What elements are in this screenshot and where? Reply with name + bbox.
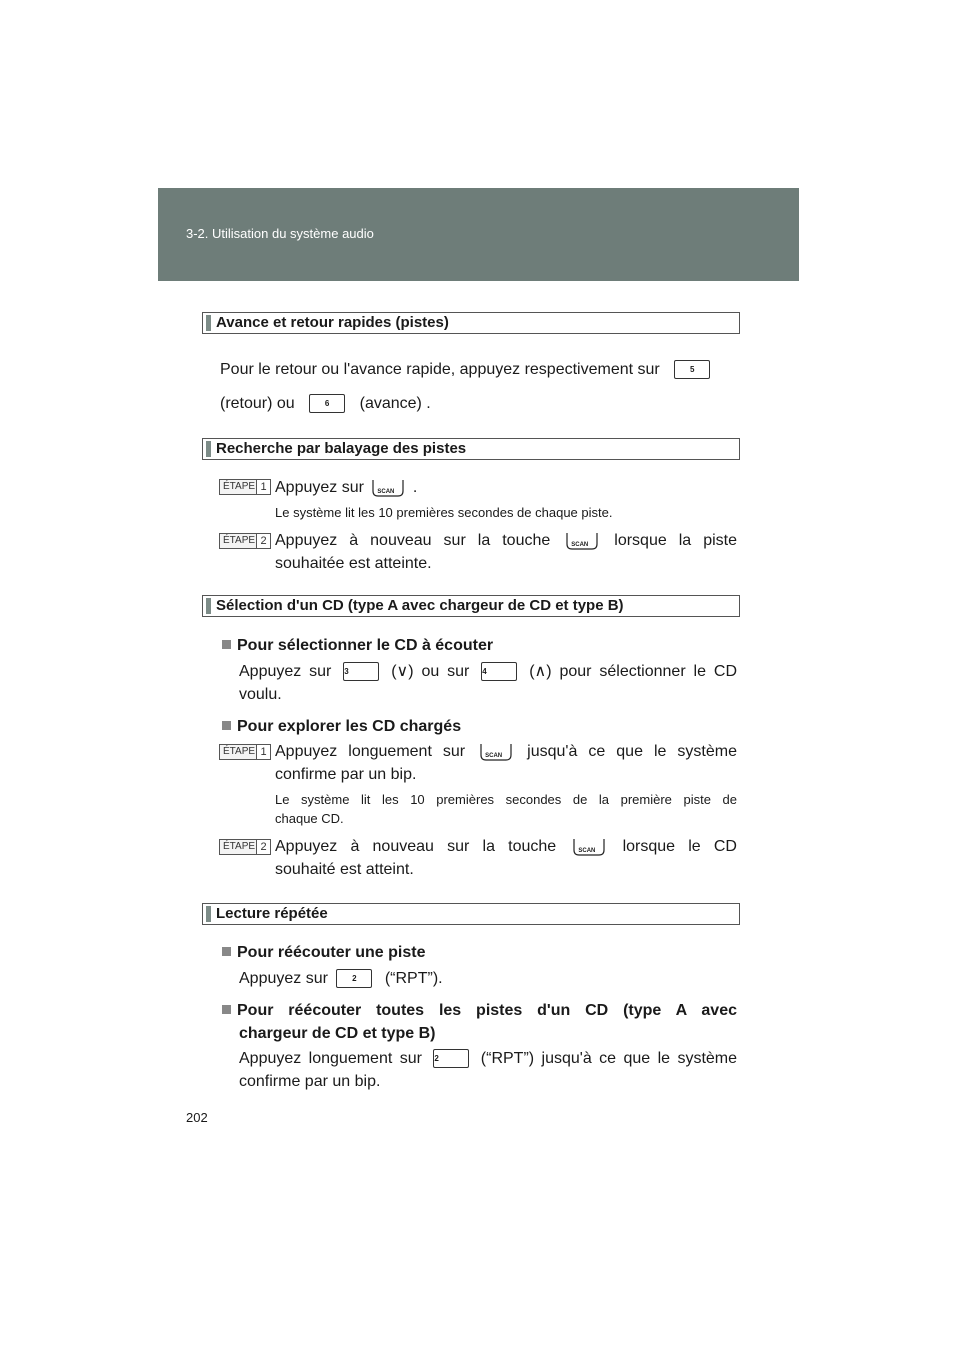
text: Pour explorer les CD chargés [237,718,462,735]
step-label: ÉTAPE [223,841,256,852]
step-text: souhaité est atteint. [275,861,414,878]
note: Le système lit les 10 premières secondes de chaque piste. [275,505,613,520]
scan-label: SCAN [578,847,596,854]
text: Appuyez longuement sur [275,743,466,760]
section-title-fast-forward: Avance et retour rapides (pistes) [202,312,740,334]
text: Pour réécouter toutes les pistes d'un CD (type A avec [237,1002,737,1019]
paragraph: confirme par un bip. [239,1073,381,1090]
text: Appuyez sur [239,663,332,680]
text: Appuyez à nouveau sur la touche [275,838,557,855]
step-badge [219,533,271,549]
bullet-square-icon [222,721,231,730]
text: Appuyez sur [275,479,364,496]
scan-label: SCAN [571,541,589,548]
paragraph [239,967,443,990]
note: chaque CD. [275,811,344,826]
bullet-square-icon [222,1005,231,1014]
section-title-repeat: Lecture répétée [202,903,740,925]
scan-button-icon [573,838,605,856]
subheading [222,634,493,657]
section-title-cd-select: Sélection d'un CD (type A avec chargeur de CD et type B) [202,595,740,617]
text: (∨) ou sur [391,663,470,680]
step-number: 2 [256,534,270,548]
scan-button-icon [372,479,404,497]
note: Le système lit les 10 premières secondes de la première piste de [275,792,737,807]
step-text [275,740,737,763]
text: jusqu'à ce que le système [527,743,737,760]
step-badge [219,839,271,855]
page-number: 202 [186,1110,208,1125]
paragraph [220,358,740,381]
scan-button-icon [566,532,598,550]
scan-label: SCAN [377,488,395,495]
button-4-icon: 4 [481,662,517,681]
button-3-icon: 3 [343,662,379,681]
step-text: souhaitée est atteinte. [275,555,432,572]
bullet-square-icon [222,947,231,956]
subheading: chargeur de CD et type B) [239,1025,436,1042]
button-2-icon: 2 [336,969,372,988]
section-title-scan: Recherche par balayage des pistes [202,438,740,460]
step-text: confirme par un bip. [275,766,417,783]
step-badge [219,744,271,760]
text: (∧) pour sélectionner le CD [529,663,738,680]
text: Pour le retour ou l'avance rapide, appuyez respectivement sur [220,361,660,378]
text: (avance) . [359,395,431,412]
step-label: ÉTAPE [223,535,256,546]
text: Appuyez à nouveau sur la touche [275,532,551,549]
paragraph [239,1047,737,1070]
scan-label: SCAN [485,752,503,759]
subheading [222,999,737,1022]
step-label: ÉTAPE [223,746,256,757]
step-label: ÉTAPE [223,481,256,492]
step-number: 1 [256,480,270,494]
text: Pour réécouter une piste [237,944,426,961]
button-2-icon: 2 [433,1049,469,1068]
subheading [222,941,426,964]
text: lorsque le CD [622,838,737,855]
text: lorsque la piste [614,532,737,549]
paragraph [239,660,737,683]
scan-button-icon [480,743,512,761]
paragraph: voulu. [239,686,282,703]
text: Pour sélectionner le CD à écouter [237,637,494,654]
step-number: 1 [256,745,270,759]
breadcrumb: 3-2. Utilisation du système audio [186,226,374,241]
step-text [275,835,737,858]
button-5-icon: 5 [674,360,710,379]
text: . [412,479,418,496]
text: (retour) ou [220,395,295,412]
step-text [275,529,737,552]
step-text [275,476,417,499]
text: Appuyez longuement sur [239,1050,422,1067]
bullet-square-icon [222,640,231,649]
text: Appuyez sur [239,970,328,987]
subheading [222,715,461,738]
paragraph [220,392,740,415]
header-band [158,188,799,281]
text: (“RPT”). [384,970,443,987]
text: (“RPT”) jusqu'à ce que le système [480,1050,738,1067]
button-6-icon: 6 [309,394,345,413]
step-number: 2 [256,840,270,854]
step-badge [219,479,271,495]
